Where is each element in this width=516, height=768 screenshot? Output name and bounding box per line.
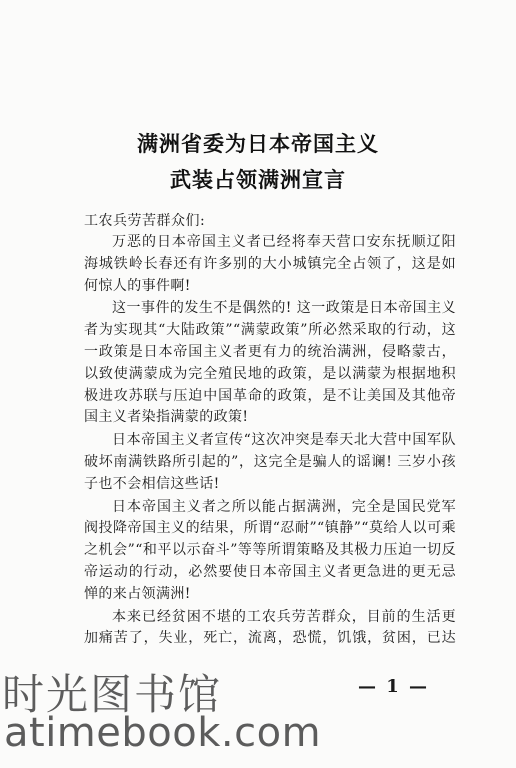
paragraph-3: 日本帝国主义者宣传“这次冲突是奉天北大营中国军队破坏南满铁路所引起的”，这完全是骗人的谣谰! 三岁小孩子也不会相信这些话! — [84, 432, 456, 492]
document-title-line-1: 满洲省委为日本帝国主义 — [137, 131, 379, 156]
watermark-chinese: 时光图书馆 — [2, 670, 223, 719]
paragraph-2: 这一事件的发生不是偶然的! 这一政策是日本帝国主义者为实现其“大陆政策”“满蒙政策”所必然采取的行动，这一政策是日本帝国主义者更有力的统治满洲，侵略蒙古，以致使满蒙成为完全殖民地的政策，是以满蒙为根据地积极进攻苏联与压迫中国革命的政策，是不让美国及其他帝国主义者染指满蒙的政策! — [84, 300, 456, 426]
watermark-url: atimebook.com — [4, 710, 322, 756]
paragraph-5: 本来已经贫困不堪的工农兵劳苦群众，目前的生活更加痛苦了，失业，死亡，流离，恐慌，饥饿，贫困，已达 — [84, 608, 456, 647]
paragraph-1: 万恶的日本帝国主义者已经将奉天营口安东抚顺辽阳海城铁岭长春还有许多别的大小城镇完全占领了，这是如何惊人的事件啊! — [84, 234, 456, 294]
page-number: — 1 — — [358, 676, 430, 697]
document-body — [84, 232, 456, 652]
salutation: 工农兵劳苦群众们: — [84, 213, 206, 229]
document-title-line-2: 武装占领满洲宣言 — [170, 167, 346, 192]
paragraph-4: 日本帝国主义者之所以能占据满洲，完全是国民党军阀投降帝国主义的结果，所谓“忍耐”“镇静”“莫给人以可乘之机会”“和平以示奋斗”等等所谓策略及其极力压迫一切反帝运动的行动，必然要使日本帝国主义者更急进的更无忌惮的来占领满洲! — [84, 498, 456, 602]
